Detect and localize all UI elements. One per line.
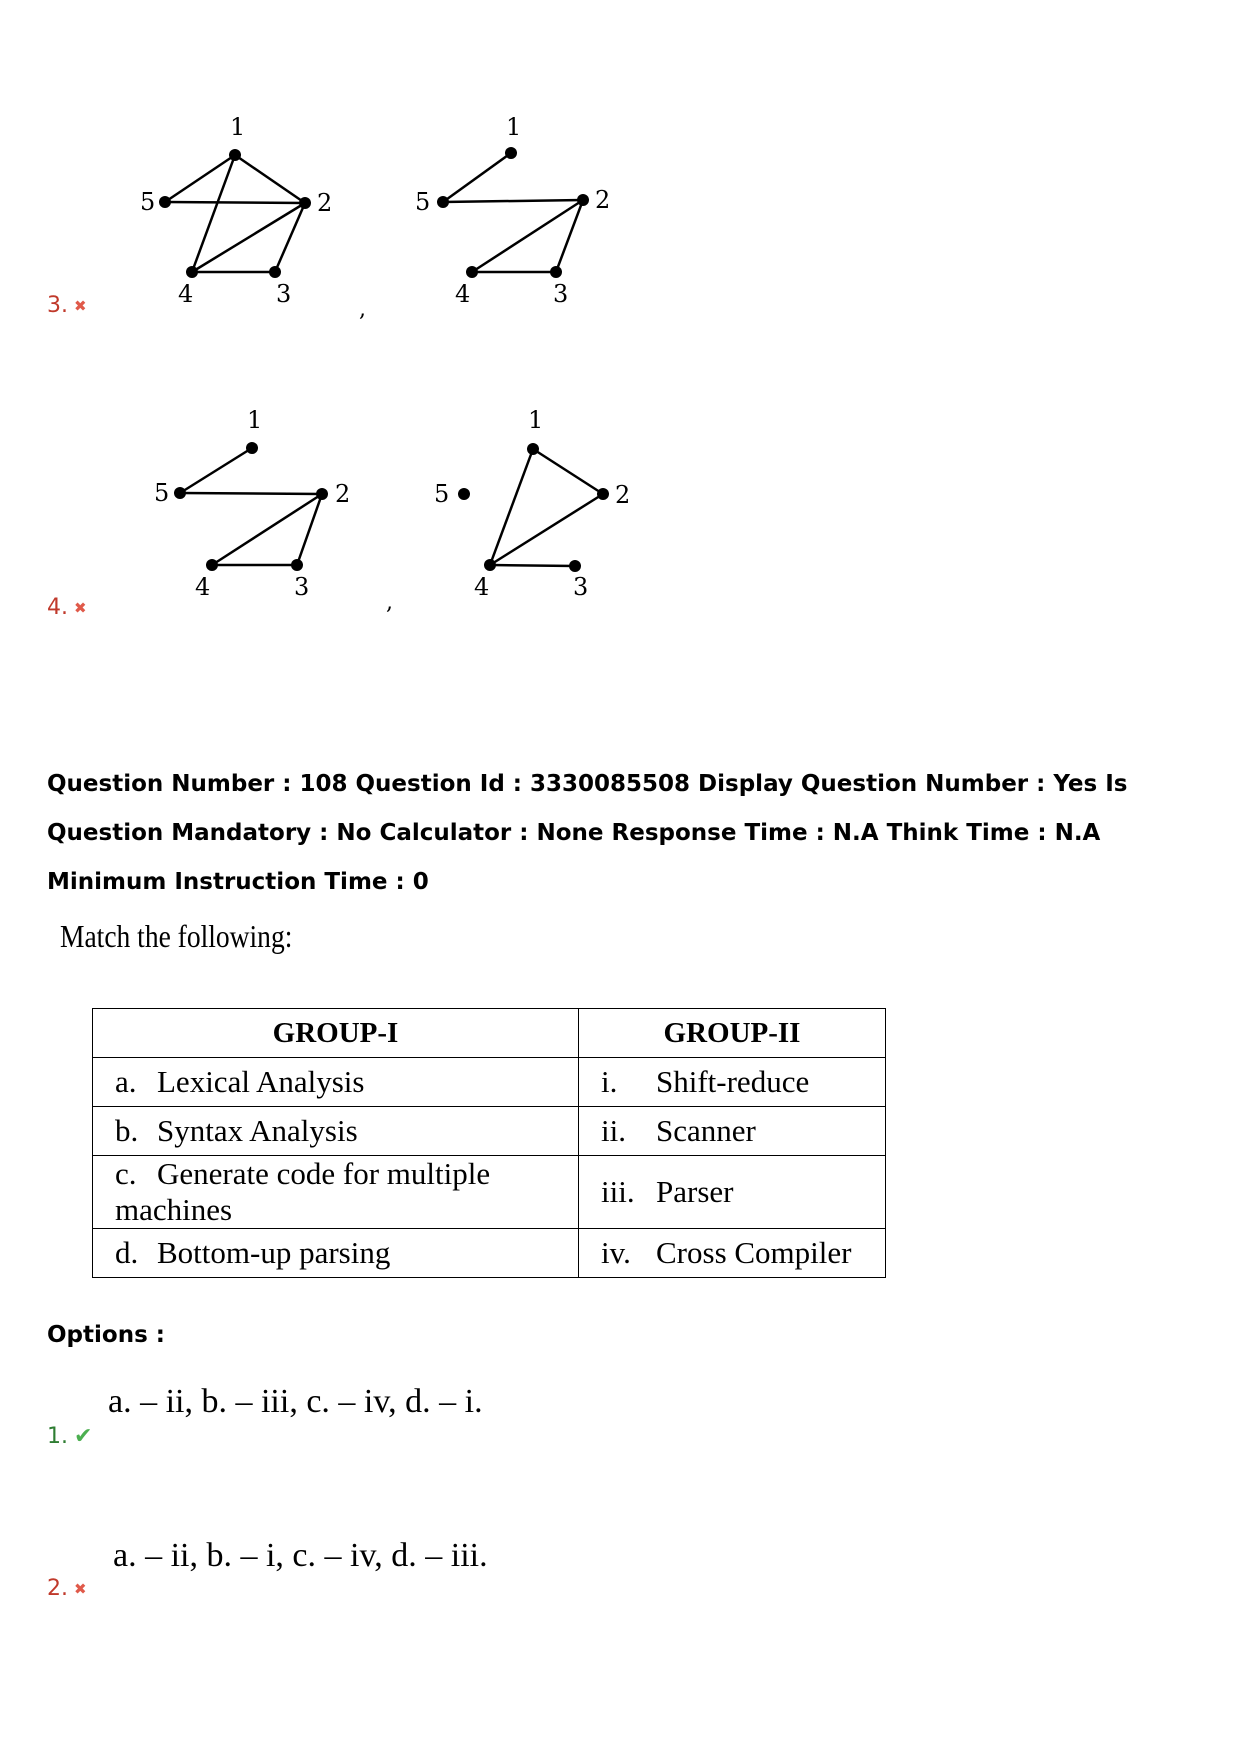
svg-text:4: 4 bbox=[474, 573, 490, 601]
row-label: b. bbox=[115, 1113, 139, 1148]
table-row bbox=[93, 1229, 886, 1278]
group1-item: Generate code for multiple machines bbox=[115, 1156, 491, 1227]
cross-icon: ✖ bbox=[74, 296, 87, 315]
row-label: iii. bbox=[601, 1174, 635, 1209]
svg-text:3: 3 bbox=[553, 280, 569, 308]
table-row bbox=[93, 1156, 886, 1229]
svg-text:3: 3 bbox=[573, 573, 589, 601]
svg-text:2: 2 bbox=[317, 189, 333, 217]
column-header: GROUP-II bbox=[579, 1009, 886, 1058]
svg-text:4: 4 bbox=[455, 280, 471, 308]
svg-text:3: 3 bbox=[276, 280, 292, 308]
group1-item: Bottom-up parsing bbox=[157, 1235, 391, 1270]
svg-text:5: 5 bbox=[434, 480, 450, 508]
option4-graph-right bbox=[430, 408, 650, 608]
svg-text:3: 3 bbox=[294, 573, 310, 601]
svg-text:1: 1 bbox=[230, 113, 246, 141]
svg-text:1: 1 bbox=[506, 113, 522, 141]
svg-text:5: 5 bbox=[415, 188, 431, 216]
row-label: a. bbox=[115, 1064, 137, 1099]
group1-item: Syntax Analysis bbox=[157, 1113, 358, 1148]
group1-item: Lexical Analysis bbox=[157, 1064, 365, 1099]
svg-text:5: 5 bbox=[154, 479, 170, 507]
option-2-text: a. – ii, b. – i, c. – iv, d. – iii. bbox=[113, 1537, 488, 1574]
option-number: 2. bbox=[47, 1576, 68, 1601]
row-label: i. bbox=[601, 1064, 618, 1099]
option-3[interactable] bbox=[47, 293, 87, 318]
graph-separator: , bbox=[359, 297, 366, 322]
option4-graph-left bbox=[152, 408, 372, 608]
question-prompt: Match the following: bbox=[60, 918, 293, 954]
svg-text:4: 4 bbox=[195, 573, 211, 601]
table-row bbox=[93, 1058, 886, 1107]
table-row bbox=[93, 1107, 886, 1156]
option-2[interactable] bbox=[47, 1576, 87, 1601]
option-1[interactable] bbox=[47, 1424, 92, 1449]
group2-item: Scanner bbox=[656, 1113, 756, 1148]
match-table bbox=[92, 1008, 886, 1278]
table-header-row bbox=[93, 1009, 886, 1058]
group2-item: Parser bbox=[656, 1174, 734, 1209]
column-header: GROUP-I bbox=[93, 1009, 579, 1058]
graph-separator: , bbox=[386, 590, 393, 615]
cross-icon: ✖ bbox=[74, 1579, 87, 1598]
group2-item: Shift-reduce bbox=[656, 1064, 810, 1099]
cross-icon: ✖ bbox=[74, 598, 87, 617]
svg-text:1: 1 bbox=[528, 406, 544, 434]
row-label: d. bbox=[115, 1235, 139, 1270]
svg-text:1: 1 bbox=[247, 406, 263, 434]
options-heading: Options : bbox=[47, 1322, 165, 1348]
option3-graph-left bbox=[140, 115, 360, 315]
option-number: 1. bbox=[47, 1424, 68, 1449]
svg-text:4: 4 bbox=[178, 280, 194, 308]
svg-text:2: 2 bbox=[595, 186, 611, 214]
group2-item: Cross Compiler bbox=[656, 1235, 852, 1270]
svg-text:2: 2 bbox=[335, 480, 351, 508]
option3-graph-right bbox=[415, 115, 635, 315]
question-metadata: Question Number : 108 Question Id : 3330085508 Display Question Number : Yes Is Question Mandatory : No Calculator : None Response Time : N.A Think Time : N.A Minimum Instruction Time : 0 bbox=[47, 771, 1128, 895]
svg-text:2: 2 bbox=[615, 481, 631, 509]
option-1-text: a. – ii, b. – iii, c. – iv, d. – i. bbox=[108, 1383, 483, 1420]
option-number: 3. bbox=[47, 293, 68, 318]
row-label: iv. bbox=[601, 1235, 631, 1270]
svg-text:5: 5 bbox=[140, 188, 156, 216]
row-label: ii. bbox=[601, 1113, 626, 1148]
row-label: c. bbox=[115, 1156, 137, 1191]
option-4[interactable] bbox=[47, 595, 87, 620]
option-number: 4. bbox=[47, 595, 68, 620]
check-icon: ✔ bbox=[74, 1424, 93, 1449]
